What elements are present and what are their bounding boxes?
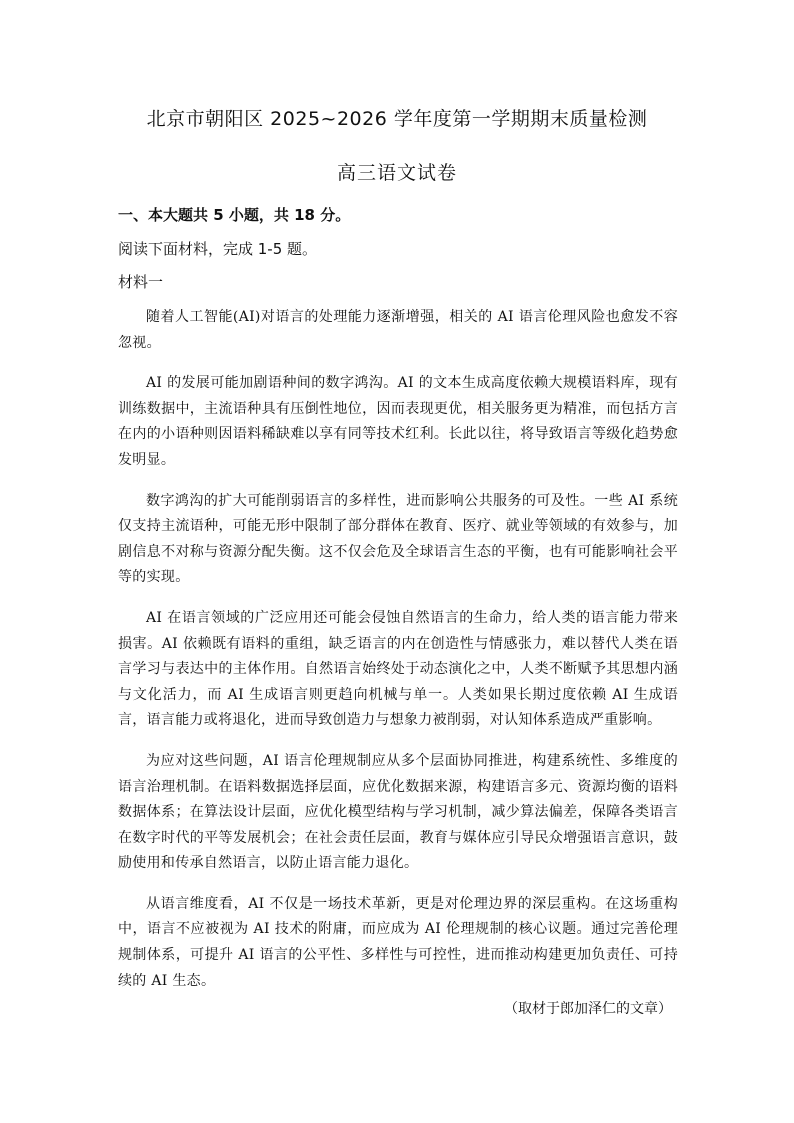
passage-paragraph: 数字鸿沟的扩大可能削弱语言的多样性，进而影响公共服务的可及性。一些 AI 系统仅支持主流语种，可能无形中限制了部分群体在教育、医疗、就业等领域的有效参与，加剧信息不对称与资源分配失衡。这不仅会危及全球语言生态的平衡，也有可能影响社会平等的实现。 xyxy=(118,492,678,586)
passage-paragraph: AI 的发展可能加剧语种间的数字鸿沟。AI 的文本生成高度依赖大规模语料库，现有训练数据中，主流语种具有压倒性地位，因而表现更优，相关服务更为精准，而包括方言在内的小语种则因语料稀缺难以享有同等技术红利。长此以往，将导致语言等级化趋势愈发明显。 xyxy=(118,375,678,468)
reading-passage xyxy=(118,305,678,1009)
source-citation: （取材于郎加泽仁的文章） xyxy=(504,1001,672,1017)
reading-instruction: 阅读下面材料，完成 1-5 题。 xyxy=(118,240,318,258)
exam-title: 北京市朝阳区 2025~2026 学年度第一学期期末质量检测 xyxy=(146,108,648,130)
passage-paragraph: 从语言维度看，AI 不仅是一场技术革新，更是对伦理边界的深层重构。在这场重构中，语言不应被视为 AI 技术的附庸，而应成为 AI 伦理规制的核心议题。通过完善伦理规制体系，可提升 AI 语言的公平性、多样性与可控性，进而推动构建更加负责任、可持续的 AI 生态。 xyxy=(118,895,678,989)
passage-paragraph: AI 在语言领域的广泛应用还可能会侵蚀自然语言的生命力，给人类的语言能力带来损害。AI 依赖既有语料的重组，缺乏语言的内在创造性与情感张力，难以替代人类在语言学习与表达中的主体作用。自然语言始终处于动态演化之中，人类不断赋予其思想内涵与文化活力，而 AI 生成语言则更趋向机械与单一。人类如果长期过度依赖 AI 生成语言，语言能力或将退化，进而导致创造力与想象力被削弱，对认知体系造成严重影响。 xyxy=(118,609,678,729)
passage-paragraph: 随着人工智能(AI)对语言的处理能力逐渐增强，相关的 AI 语言伦理风险也愈发不容忽视。 xyxy=(118,309,678,351)
passage-paragraph: 为应对这些问题，AI 语言伦理规制应从多个层面协同推进，构建系统性、多维度的语言治理机制。在语料数据选择层面，应优化数据来源，构建语言多元、资源均衡的语料数据体系；在算法设计层面，应优化模型结构与学习机制，减少算法偏差，保障各类语言在数字时代的平等发展机会；在社会责任层面，教育与媒体应引导民众增强语言意识，鼓励使用和传承自然语言，以防止语言能力退化。 xyxy=(118,752,678,872)
section-heading: 一、本大题共 5 小题，共 18 分。 xyxy=(118,206,351,224)
material-label: 材料一 xyxy=(118,273,164,291)
exam-subtitle: 高三语文试卷 xyxy=(336,162,457,184)
